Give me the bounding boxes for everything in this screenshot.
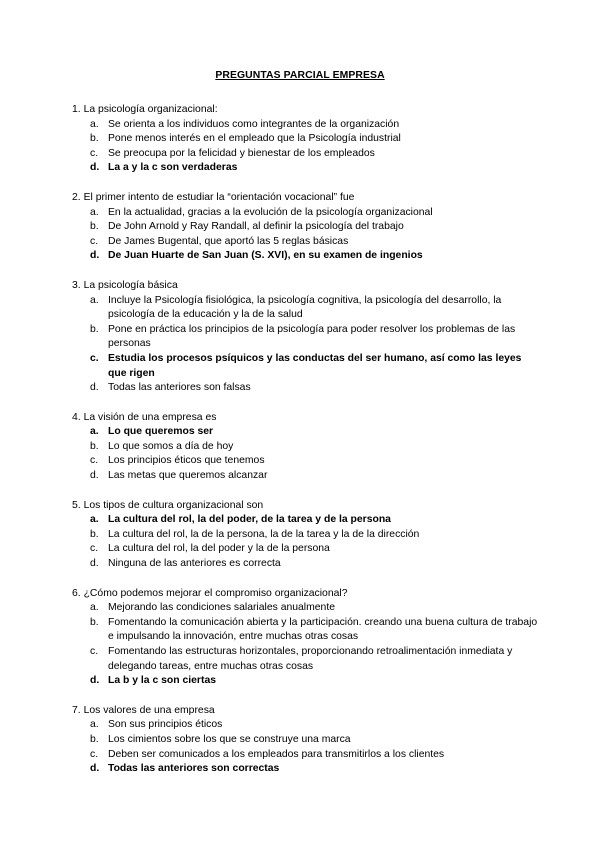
option-list [72, 206, 542, 264]
option-letter: c. [90, 748, 99, 760]
question-number: 4. [72, 411, 81, 423]
question-label: Los tipos de cultura organizacional son [83, 499, 264, 511]
question-label: Los valores de una empresa [83, 704, 215, 716]
option-letter: c. [90, 646, 99, 657]
question-text [72, 411, 542, 426]
question-label: El primer intento de estudiar la “orientación vocacional” fue [83, 191, 355, 203]
option-text: De John Arnold y Ray Randall, al definir la psicología del trabajo [108, 221, 404, 233]
document-title: PREGUNTAS PARCIAL EMPRESA [215, 70, 385, 81]
option-item-correct [72, 513, 542, 528]
option-text: De Juan Huarte de San Juan (S. XVI), en su examen de ingenios [108, 250, 423, 262]
option-letter: a. [90, 294, 99, 306]
option-item [72, 454, 542, 469]
option-item [72, 528, 542, 543]
option-text: Los principios éticos que tenemos [108, 455, 265, 467]
question-text [72, 704, 542, 719]
option-text: Ninguna de las anteriores es correcta [108, 558, 281, 570]
question-list [72, 103, 542, 792]
option-letter: d. [90, 162, 100, 174]
option-list [72, 425, 542, 483]
option-letter: a. [90, 118, 99, 130]
option-letter: a. [90, 719, 99, 731]
option-text: Son sus principios éticos [108, 719, 223, 731]
question-3 [72, 279, 542, 396]
question-number: 7. [72, 704, 81, 716]
option-text: Se preocupa por la felicidad y bienestar de los empleados [108, 147, 375, 159]
option-letter: d. [90, 763, 100, 775]
question-number: 6. [72, 587, 81, 599]
option-text: Se orienta a los individuos como integrantes de la organización [108, 118, 400, 130]
option-letter: b. [90, 323, 99, 335]
option-letter: d. [90, 470, 99, 482]
option-letter: b. [90, 221, 99, 233]
option-letter: c. [90, 352, 99, 364]
option-list [72, 118, 542, 176]
option-letter: a. [90, 426, 99, 438]
option-item [72, 381, 542, 396]
option-letter: d. [90, 250, 100, 262]
option-text: Mejorando las condiciones salariales anualmente [108, 602, 335, 614]
option-letter: b. [90, 440, 99, 452]
option-letter: d. [90, 558, 99, 570]
option-item [72, 469, 542, 484]
option-letter: a. [90, 206, 99, 218]
option-item [72, 294, 542, 323]
question-2 [72, 191, 542, 264]
option-text: La cultura del rol, la de la persona, la de la tarea y la de la dirección [108, 528, 420, 540]
option-text: Los cimientos sobre los que se construye una marca [108, 733, 351, 745]
question-1 [72, 103, 542, 176]
option-letter: a. [90, 602, 99, 614]
option-item [72, 733, 542, 748]
option-text: La cultura del rol, la del poder, de la tarea y de la persona [108, 514, 391, 526]
question-4 [72, 411, 542, 484]
option-item [72, 542, 542, 557]
option-item [72, 601, 542, 616]
question-label: La psicología organizacional: [83, 104, 218, 115]
option-text: Fomentando las estructuras horizontales, proporcionando retroalimentación inmediata y delegando tareas, entre muchas otras cosas [108, 646, 513, 672]
option-item [72, 147, 542, 162]
option-item-correct [72, 674, 542, 689]
option-text: La b y la c son ciertas [108, 675, 216, 687]
question-text [72, 587, 542, 602]
option-text: Deben ser comunicados a los empleados para transmitirlos a los clientes [108, 748, 445, 760]
option-text: Pone en práctica los principios de la psicología para poder resolver los problemas de las personas [108, 323, 516, 350]
option-item [72, 718, 542, 733]
option-item [72, 440, 542, 455]
option-item-correct [72, 425, 542, 440]
option-item [72, 616, 542, 645]
option-item [72, 235, 542, 250]
option-list [72, 601, 542, 689]
question-7 [72, 704, 542, 777]
option-list [72, 513, 542, 571]
question-text [72, 103, 542, 118]
option-list [72, 294, 542, 396]
question-text [72, 191, 542, 206]
option-text: La cultura del rol, la del poder y la de la persona [108, 543, 330, 555]
option-text: Todas las anteriores son falsas [108, 382, 251, 394]
option-letter: b. [90, 528, 99, 540]
option-letter: d. [90, 382, 99, 394]
option-item [72, 645, 542, 674]
question-number: 2. [72, 191, 81, 203]
question-number: 3. [72, 279, 81, 291]
question-number: 5. [72, 499, 81, 511]
question-label: La psicología básica [83, 279, 178, 291]
option-item [72, 132, 542, 147]
option-letter: d. [90, 675, 100, 687]
option-item [72, 220, 542, 235]
question-label: ¿Cómo podemos mejorar el compromiso organizacional? [83, 587, 348, 599]
option-text: Las metas que queremos alcanzar [108, 470, 268, 482]
option-letter: a. [90, 514, 99, 526]
option-item-correct [72, 352, 542, 381]
option-item [72, 748, 542, 763]
option-text: Fomentando la comunicación abierta y la participación. creando una buena cultura de trabajo e impulsando la innovación, entre muchas otras cosas [108, 616, 538, 643]
option-letter: c. [90, 235, 99, 247]
option-item [72, 118, 542, 133]
option-text: Pone menos interés en el empleado que la Psicología industrial [108, 133, 401, 145]
option-text: Incluye la Psicología fisiológica, la psicología cognitiva, la psicología del desarrollo, la psicología de la educación y la de la salud [108, 294, 502, 321]
question-6 [72, 587, 542, 689]
option-letter: c. [90, 543, 99, 555]
option-letter: b. [90, 616, 99, 628]
option-letter: b. [90, 133, 99, 145]
question-text [72, 499, 542, 514]
option-text: En la actualidad, gracias a la evolución de la psicología organizacional [108, 206, 433, 218]
option-text: Estudia los procesos psíquicos y las conductas del ser humano, así como las leyes que rigen [108, 352, 522, 379]
option-item [72, 557, 542, 572]
option-text: La a y la c son verdaderas [108, 162, 238, 174]
option-item-correct [72, 161, 542, 176]
question-text [72, 279, 542, 294]
option-list [72, 718, 542, 776]
option-item [72, 323, 542, 352]
question-number: 1. [72, 104, 81, 115]
option-item-correct [72, 762, 542, 777]
option-letter: c. [90, 147, 99, 159]
option-text: De James Bugental, que aportó las 5 reglas básicas [108, 235, 349, 247]
option-letter: c. [90, 455, 99, 467]
option-item [72, 206, 542, 221]
option-item-correct [72, 249, 542, 264]
question-5 [72, 499, 542, 572]
option-text: Lo que somos a día de hoy [108, 440, 234, 452]
question-label: La visión de una empresa es [83, 411, 217, 423]
option-text: Lo que queremos ser [108, 426, 214, 438]
option-text: Todas las anteriores son correctas [108, 763, 280, 775]
option-letter: b. [90, 733, 99, 745]
